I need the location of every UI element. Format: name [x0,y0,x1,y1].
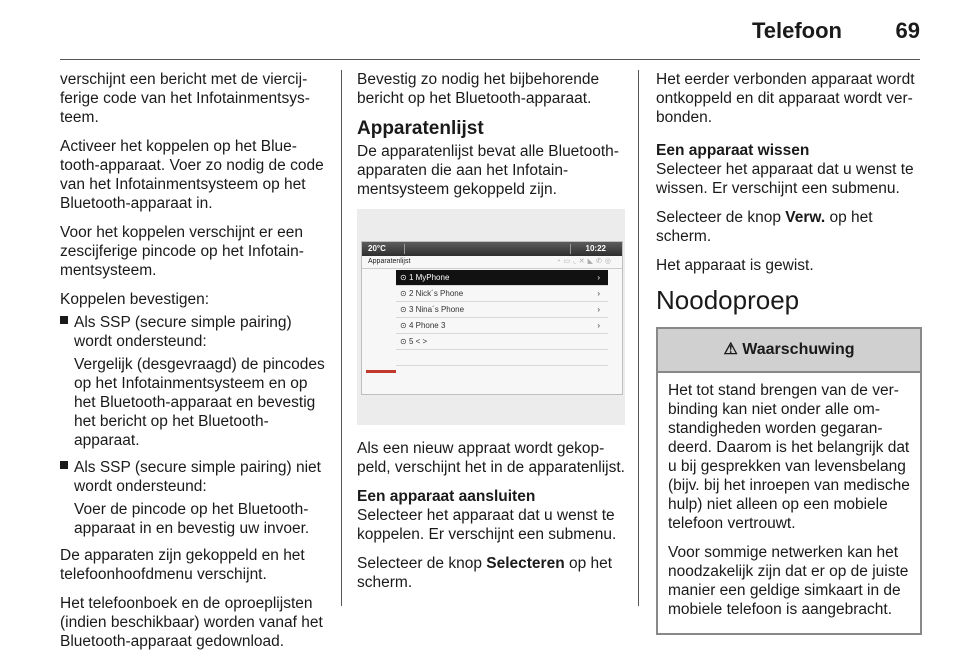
paragraph: Voor sommige netwerken kan het noodzakelijk zijn dat er op de juiste manier een geldige simkaart in de mobiele telefoon is aangebracht. [668,544,909,618]
device-row[interactable] [396,286,608,302]
column-divider [638,70,639,606]
paragraph: Activeer het koppelen op het Bluetooth-apparaat. Voer zo nodig de code van het Infotainmentsysteem op het Bluetooth-apparaat in. [60,138,324,212]
bullet-square-icon [60,316,68,324]
warning-header [658,329,920,373]
device-row[interactable] [396,334,608,350]
paragraph: Als een nieuw appraat wordt gekoppeld, verschijnt het in de apparatenlijst. [357,440,625,476]
chevron-right-icon: › [597,289,600,298]
device-name: 5 < > [408,337,428,346]
paragraph: Het apparaat is gewist. [656,257,814,274]
device-row-empty [396,350,608,366]
device-name: 1 MyPhone [408,273,450,282]
bullet-detail: Voer de pincode op het Bluetooth-apparaat in en bevestig uw invoer. [74,501,310,537]
paragraph: Het telefoonboek en de oproeplijsten (indien beschikbaar) worden vanaf het Bluetooth-apparaat gedownload. [60,595,323,650]
paragraph: Selecteer de knop Selecteren op het scherm. [357,555,613,591]
screen-title: Apparatenlijst [368,258,411,265]
divider [404,244,405,254]
device-icon: ⊙ [400,289,407,298]
bullet-text: Als SSP (secure simple pairing) wordt ondersteund: [74,314,292,350]
device-icon: ⊙ [400,337,407,346]
device-name: 2 Nick´s Phone [408,289,464,298]
column-1 [60,70,330,661]
header-rule [60,59,920,60]
page-number: 69 [895,18,920,43]
device-icon: ⊙ [400,321,407,330]
screen-title-bar [362,256,622,269]
paragraph: Het tot stand brengen van de verbinding kan niet onder alle omstandigheden worden gegarandeerd. Daarom is het belangrijk dat u bij gesprekken van levensbelang (bijv. bij het inroepen van medische hulp) niet alleen op een mobiele telefoon vertrouwt. [668,382,910,532]
scroll-indicator [366,370,396,373]
chevron-right-icon: › [597,321,600,330]
section-heading: Apparatenlijst [357,118,484,139]
clock-display: 10:22 [585,244,606,253]
infotainment-screen [361,241,623,395]
temperature-display: 20°C [368,244,386,253]
bullet-text: Als SSP (secure simple pairing) niet wordt ondersteund: [74,459,321,495]
device-name: 3 Nina´s Phone [408,305,465,314]
paragraph: verschijnt een bericht met de viercijferige code van het Infotainmentsysteem. [60,71,310,126]
section-heading: Noodoproep [656,285,800,315]
paragraph: Voor het koppelen verschijnt er een zescijferige pincode op het Infotainmentsysteem. [60,224,304,279]
paragraph: Koppelen bevestigen: [60,291,210,308]
paragraph: De apparaten zijn gekoppeld en het telefoonhoofdmenu verschijnt. [60,547,305,583]
page-header [0,0,960,62]
device-row[interactable] [396,302,608,318]
status-icons: ◔▭◟✕◣✆◎ [556,258,614,265]
warning-title: Waarschuwing [742,341,855,358]
bullet-item [60,458,330,538]
bullet-item [60,313,330,450]
paragraph: Het eerder verbonden apparaat wordt ontkoppeld en dit apparaat wordt verbonden. [656,71,915,126]
page-title: Telefoon [751,18,842,43]
subheading: Een apparaat aansluiten [357,488,536,505]
device-row[interactable] [396,270,608,286]
device-icon: ⊙ [400,305,407,314]
status-bar [362,242,622,256]
paragraph: Selecteer het apparaat dat u wenst te wissen. Er verschijnt een submenu. [656,161,914,197]
device-row[interactable] [396,318,608,334]
paragraph: Selecteer de knop Verw. op het scherm. [656,209,873,245]
chevron-right-icon: › [597,305,600,314]
device-list [396,270,608,366]
column-2 [357,70,625,602]
device-name: 4 Phone 3 [408,321,446,330]
button-name: Verw. [785,209,826,226]
subheading: Een apparaat wissen [656,142,810,159]
paragraph: De apparatenlijst bevat alle Bluetooth-apparaten die aan het Infotainmentsysteem gekoppeld zijn. [357,143,619,198]
warning-triangle-icon: ⚠ [723,341,738,358]
button-name: Selecteren [486,555,565,572]
warning-box [656,327,922,635]
column-divider [341,70,342,606]
paragraph: Bevestig zo nodig het bijbehorende bericht op het Bluetooth-apparaat. [357,71,600,107]
column-3 [656,70,922,635]
bullet-detail: Vergelijk (desgevraagd) de pincodes op het Infotainmentsysteem en op het Bluetooth-apparaat en bevestig het bericht op het Bluetooth-apparaat. [74,356,325,449]
device-icon: ⊙ [400,273,407,282]
divider [570,244,571,254]
paragraph: Selecteer het apparaat dat u wenst te koppelen. Er verschijnt een submenu. [357,507,617,543]
bullet-square-icon [60,461,68,469]
chevron-right-icon: › [597,273,600,282]
warning-body [658,373,920,633]
infotainment-screenshot [357,209,625,425]
